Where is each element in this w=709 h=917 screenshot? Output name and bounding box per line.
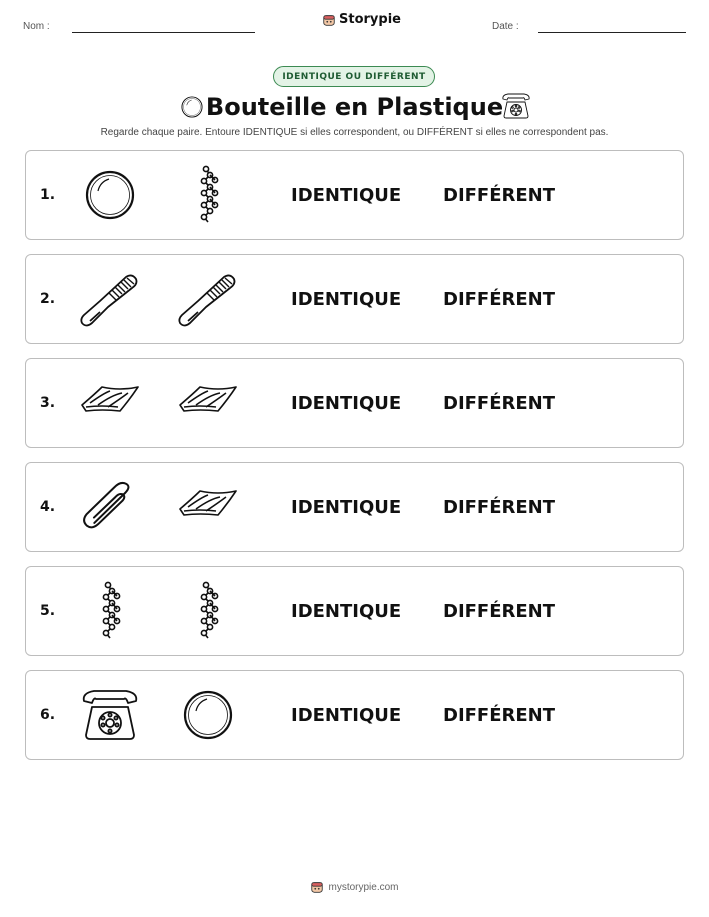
option-different[interactable]: DIFFÉRENT	[443, 705, 556, 726]
comb-icon	[176, 267, 240, 331]
molecule-chain-icon	[176, 579, 240, 643]
date-input-line[interactable]	[538, 32, 686, 33]
option-different[interactable]: DIFFÉRENT	[443, 601, 556, 622]
paperclip-icon	[78, 475, 142, 539]
plastic-sheet-icon	[176, 475, 240, 539]
footer	[0, 880, 709, 894]
option-different[interactable]: DIFFÉRENT	[443, 497, 556, 518]
brand-name: Storypie	[339, 12, 401, 27]
instructions: Regarde chaque paire. Entoure IDENTIQUE si elles correspondent, ou DIFFÉRENT si elles ne correspondent pas.	[100, 127, 609, 138]
comb-icon	[78, 267, 142, 331]
telephone-icon	[500, 90, 532, 122]
question-row	[25, 670, 684, 760]
option-same[interactable]: IDENTIQUE	[291, 289, 402, 310]
question-row	[25, 566, 684, 656]
telephone-icon	[78, 683, 142, 747]
name-label: Nom :	[23, 21, 50, 32]
question-row	[25, 462, 684, 552]
question-row	[25, 254, 684, 344]
plastic-sheet-icon	[78, 371, 142, 435]
date-label: Date :	[492, 21, 519, 32]
question-row	[25, 358, 684, 448]
question-number: 6.	[40, 707, 56, 723]
bubble-icon	[78, 163, 142, 227]
plastic-sheet-icon	[176, 371, 240, 435]
molecule-chain-icon	[78, 579, 142, 643]
storypie-logo	[322, 12, 401, 27]
storypie-logo-icon	[310, 880, 324, 894]
option-same[interactable]: IDENTIQUE	[291, 393, 402, 414]
option-different[interactable]: DIFFÉRENT	[443, 289, 556, 310]
question-row	[25, 150, 684, 240]
bubble-icon	[176, 683, 240, 747]
storypie-logo-icon	[322, 13, 336, 27]
question-number: 3.	[40, 395, 56, 411]
page-title: Bouteille en Plastique	[205, 93, 504, 121]
option-different[interactable]: DIFFÉRENT	[443, 393, 556, 414]
worksheet-type-badge: IDENTIQUE OU DIFFÉRENT	[273, 66, 435, 87]
option-same[interactable]: IDENTIQUE	[291, 705, 402, 726]
question-number: 2.	[40, 291, 56, 307]
question-number: 5.	[40, 603, 56, 619]
molecule-chain-icon	[176, 163, 240, 227]
option-same[interactable]: IDENTIQUE	[291, 601, 402, 622]
name-input-line[interactable]	[72, 32, 255, 33]
footer-url: mystorypie.com	[328, 881, 399, 893]
option-different[interactable]: DIFFÉRENT	[443, 185, 556, 206]
question-number: 1.	[40, 187, 56, 203]
option-same[interactable]: IDENTIQUE	[291, 185, 402, 206]
question-number: 4.	[40, 499, 56, 515]
option-same[interactable]: IDENTIQUE	[291, 497, 402, 518]
